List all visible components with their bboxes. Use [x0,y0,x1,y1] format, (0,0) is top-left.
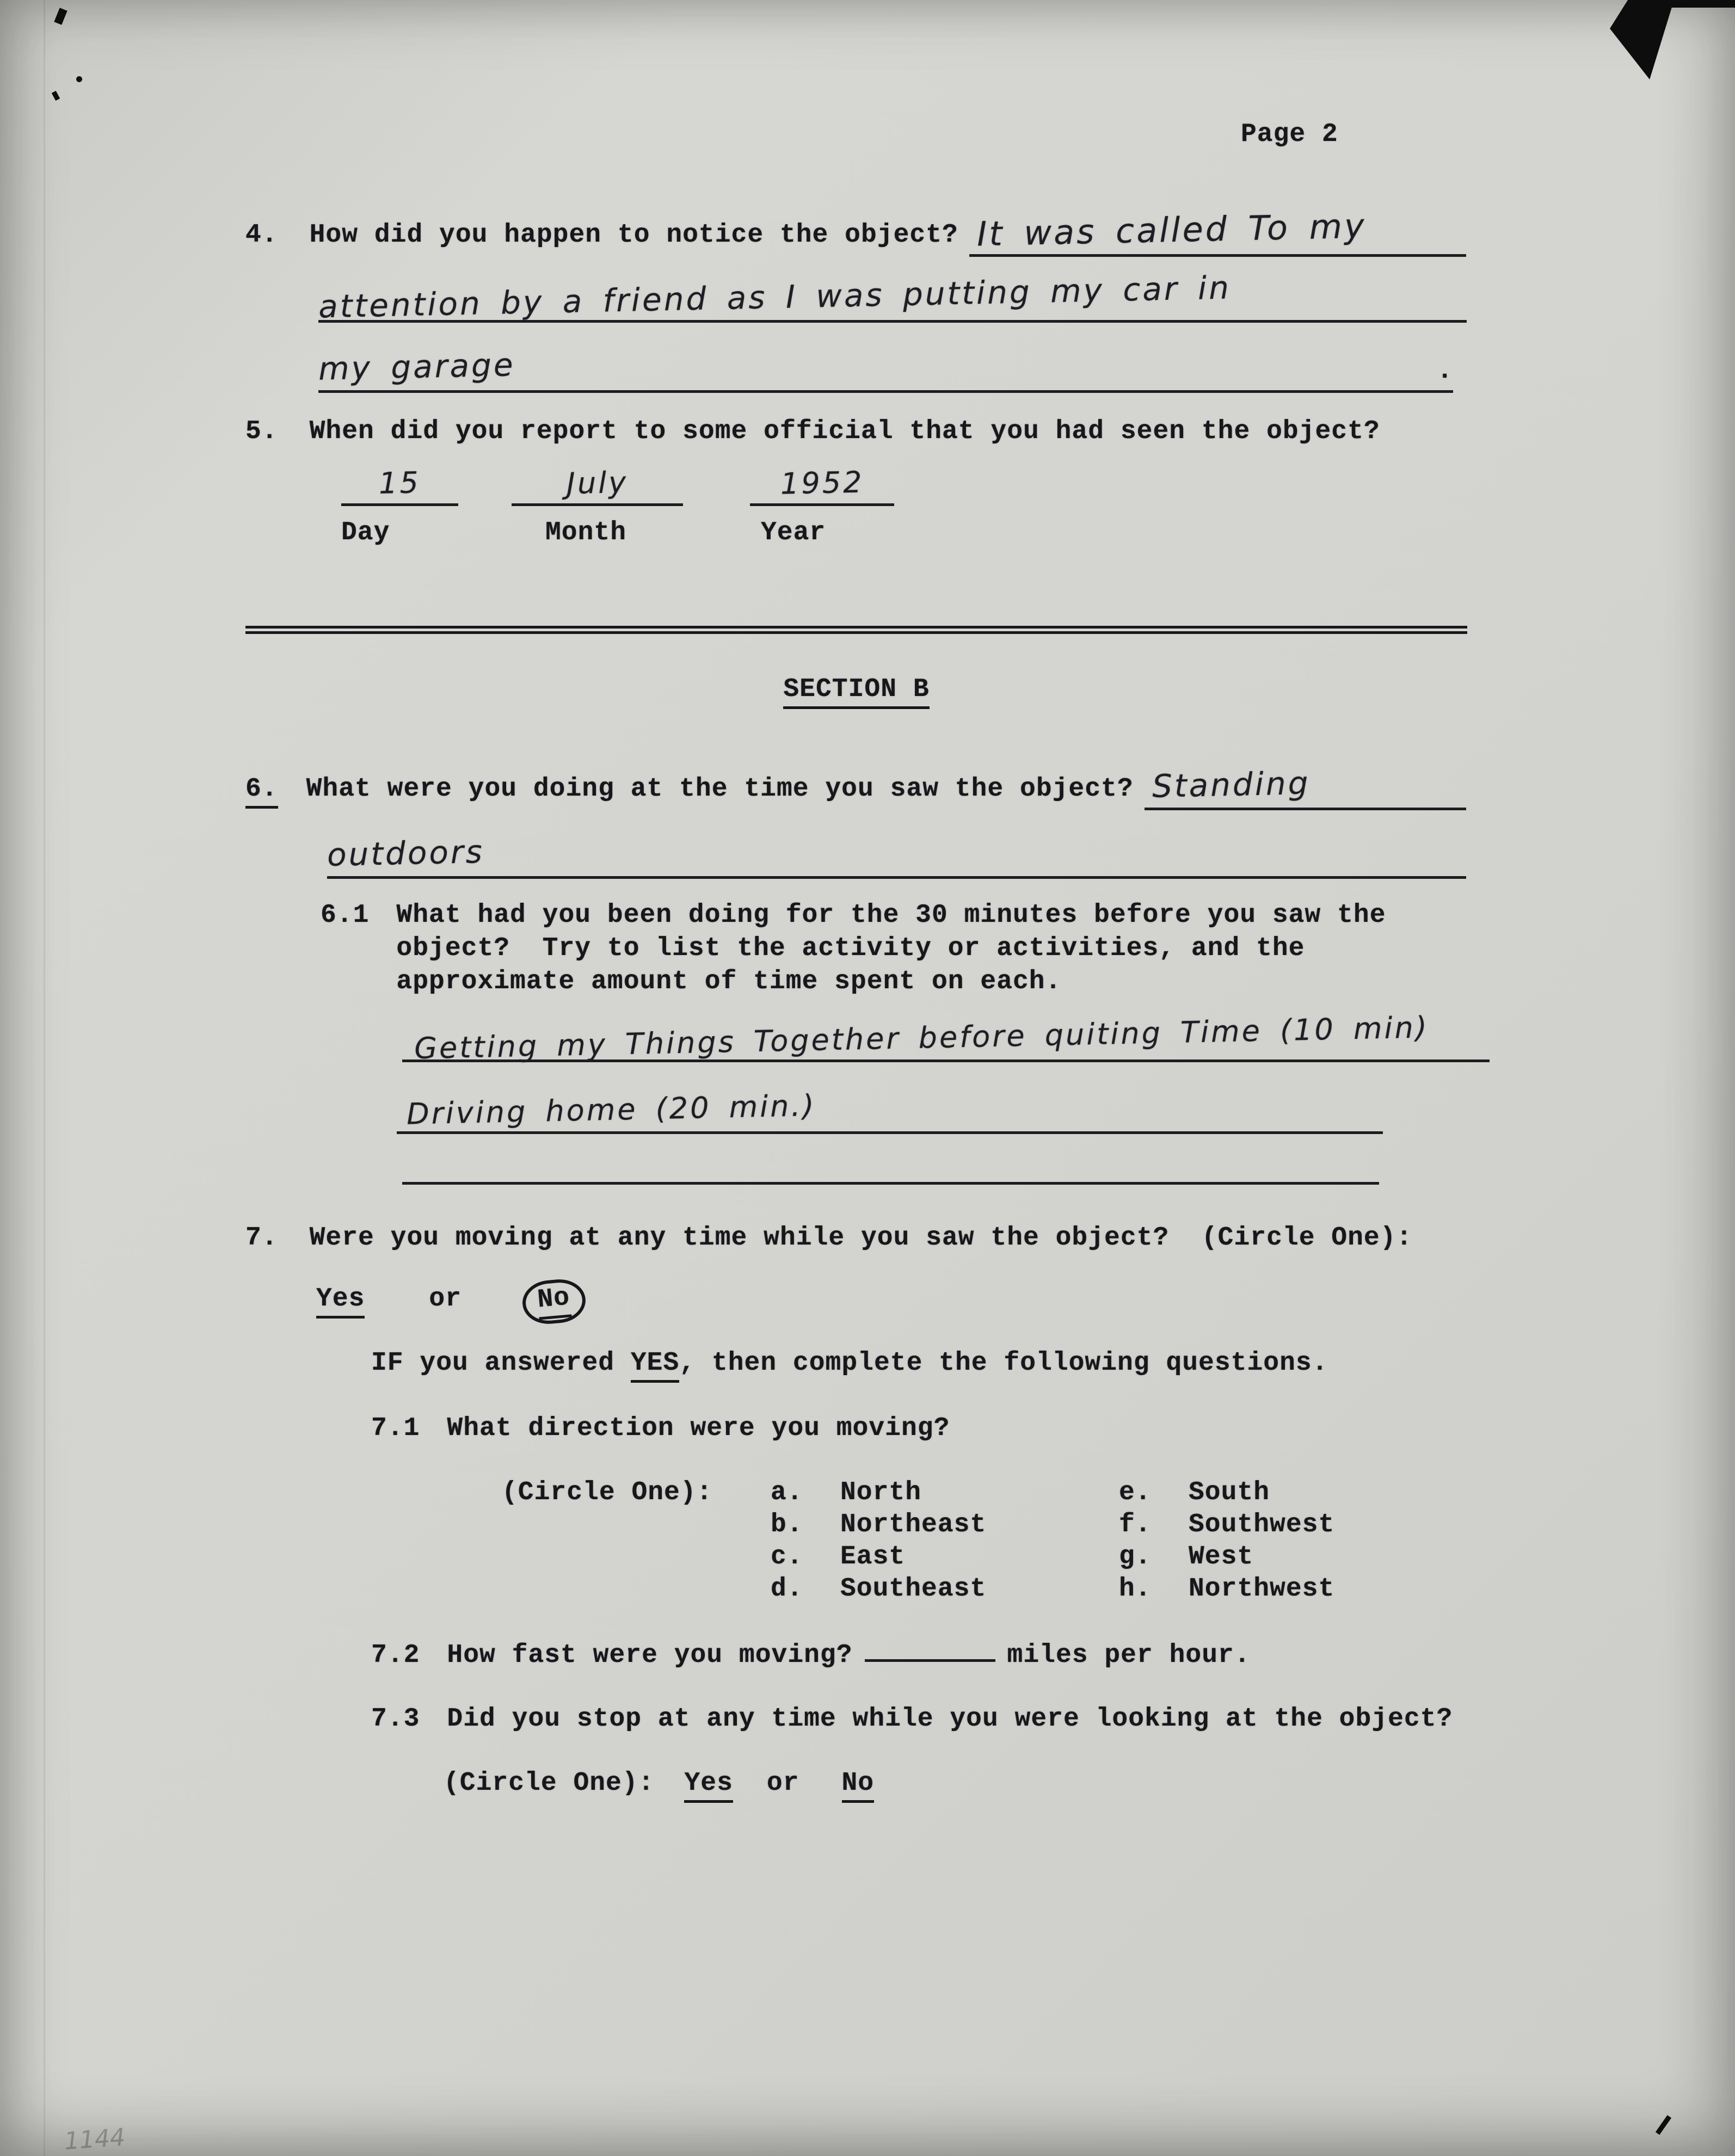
question-6-text: What were you doing at the time you saw the object? [306,774,1134,804]
option-d-key: d. [771,1574,803,1604]
direction-option-row [771,1478,1334,1510]
scan-artifact-bottom-right [1656,2115,1671,2135]
year-value-field [750,466,894,506]
question-7-3-circle-one-label: (Circle One): [444,1769,655,1798]
question-6-answer-line2: outdoors [327,833,485,874]
question-7-2-suffix: miles per hour. [1007,1641,1251,1670]
question-4-number: 4. [245,220,278,250]
question-7-2 [371,1640,1251,1670]
question-6-1-answer-line2: Driving home (20 min.) [406,1088,817,1131]
month-value: July [566,465,629,501]
option-g-key: g. [1119,1542,1152,1572]
question-7-3-choices [444,1769,874,1803]
section-b-title: SECTION B [783,675,929,709]
question-7-number: 7. [245,1223,278,1253]
day-value: 15 [378,465,421,501]
question-6-1-line2: object? Try to list the activity or activities, and the [396,934,1305,963]
direction-options [771,1478,1334,1606]
scan-artifact-top-left-3 [52,91,60,101]
scan-artifact-top-left-1 [54,8,67,25]
question-5 [245,417,1380,446]
month-label: Month [545,518,627,547]
question-6-1 [321,899,1386,999]
question-6-answer-line1: Standing [1151,764,1311,805]
question-7-3-number: 7.3 [371,1704,420,1734]
question-7-3-text: Did you stop at any time while you were looking at the object? [447,1704,1453,1734]
option-b-label: Northeast [840,1510,987,1539]
direction-option-row [771,1542,1334,1574]
option-f-label: Southwest [1189,1510,1335,1539]
question-7-text: Were you moving at any time while you saw the object? (Circle One): [309,1223,1413,1253]
question-7-no-option: No [536,1283,571,1320]
question-4-answer-field [969,206,1466,257]
section-separator-line [245,626,1467,634]
question-5-number: 5. [245,417,278,446]
option-e-key: e. [1119,1478,1152,1507]
followup-yes: YES [631,1348,679,1383]
question-4-text: How did you happen to notice the object? [309,220,958,250]
speed-blank-field [865,1640,995,1662]
option-b-key: b. [771,1510,803,1539]
question-6-1-answer-line1: Getting my Things Together before quiting Time (10 min) [414,1010,1430,1066]
direction-option-row [771,1574,1334,1606]
question-7-3 [371,1704,1453,1734]
question-6-1-answer-blank-line [402,1182,1379,1185]
question-7-circled-answer [521,1277,587,1326]
margin-pencil-mark: 1144 [63,2123,126,2155]
scan-artifact-top-left-2 [76,76,82,82]
option-h-key: h. [1119,1574,1152,1604]
question-6-number: 6. [245,774,278,809]
question-6-1-text [396,899,1386,999]
option-c-key: c. [771,1542,803,1572]
year-value: 1952 [780,465,864,501]
question-7 [245,1223,1412,1253]
direction-option-row [771,1510,1334,1542]
question-7-followup [371,1348,1328,1383]
scan-artifact-top-right-wedge [1610,0,1674,79]
question-4-answer-line3: my garage [318,346,516,387]
question-7-yes-option: Yes [316,1284,365,1319]
followup-prefix: IF you answered [371,1348,631,1378]
page-number: Page 2 [1241,120,1338,149]
option-c-label: East [840,1542,906,1572]
question-7-2-number: 7.2 [371,1641,420,1670]
question-4-answer-line2: attention by a friend as I was putting my car in [318,269,1232,325]
option-a-label: North [840,1478,922,1507]
day-value-field [341,466,458,506]
option-e-label: South [1189,1478,1270,1507]
question-6-1-number: 6.1 [321,901,370,930]
option-f-key: f. [1119,1510,1152,1539]
question-6-1-line1: What had you been doing for the 30 minutes before you saw the [396,901,1386,930]
question-7-choices [316,1280,586,1323]
question-4-trailing-period: . [1437,356,1453,386]
option-a-key: a. [771,1478,803,1507]
question-4-answer-line1: It was called To my [976,206,1367,254]
scan-artifact-top-edge [1661,0,1735,8]
question-7-1-text: What direction were you moving? [447,1414,950,1443]
question-6-1-answer-row2 [397,1088,1383,1134]
question-6 [245,766,1466,810]
option-d-label: Southeast [840,1574,987,1604]
question-7-3-no-option: No [842,1769,875,1803]
question-7-2-text: How fast were you moving? [447,1641,853,1670]
section-b-header [245,675,1467,704]
question-6-answer-field [1145,766,1466,810]
question-5-text: When did you report to some official that you had seen the object? [309,417,1380,446]
question-7-1 [371,1414,950,1443]
question-7-1-circle-one-label: (Circle One): [502,1478,713,1507]
question-6-1-line3: approximate amount of time spent on each. [396,967,1062,996]
question-4 [245,206,1466,257]
year-label: Year [761,518,826,547]
question-6-answer-row2 [327,835,1466,879]
question-4-answer-row3 [318,348,1453,393]
question-7-3-yes-option: Yes [684,1769,733,1803]
question-4-answer-row2 [318,269,1467,325]
followup-suffix: , then complete the following questions. [679,1348,1328,1378]
question-7-3-or-label: or [766,1769,799,1798]
question-7-1-number: 7.1 [371,1414,420,1443]
question-7-or-label: or [429,1284,462,1314]
day-label: Day [341,518,390,547]
month-value-field [512,466,683,506]
scan-fold-line [44,0,45,2156]
option-g-label: West [1189,1542,1254,1572]
question-6-1-answer-row1 [402,1010,1490,1066]
option-h-label: Northwest [1189,1574,1335,1604]
